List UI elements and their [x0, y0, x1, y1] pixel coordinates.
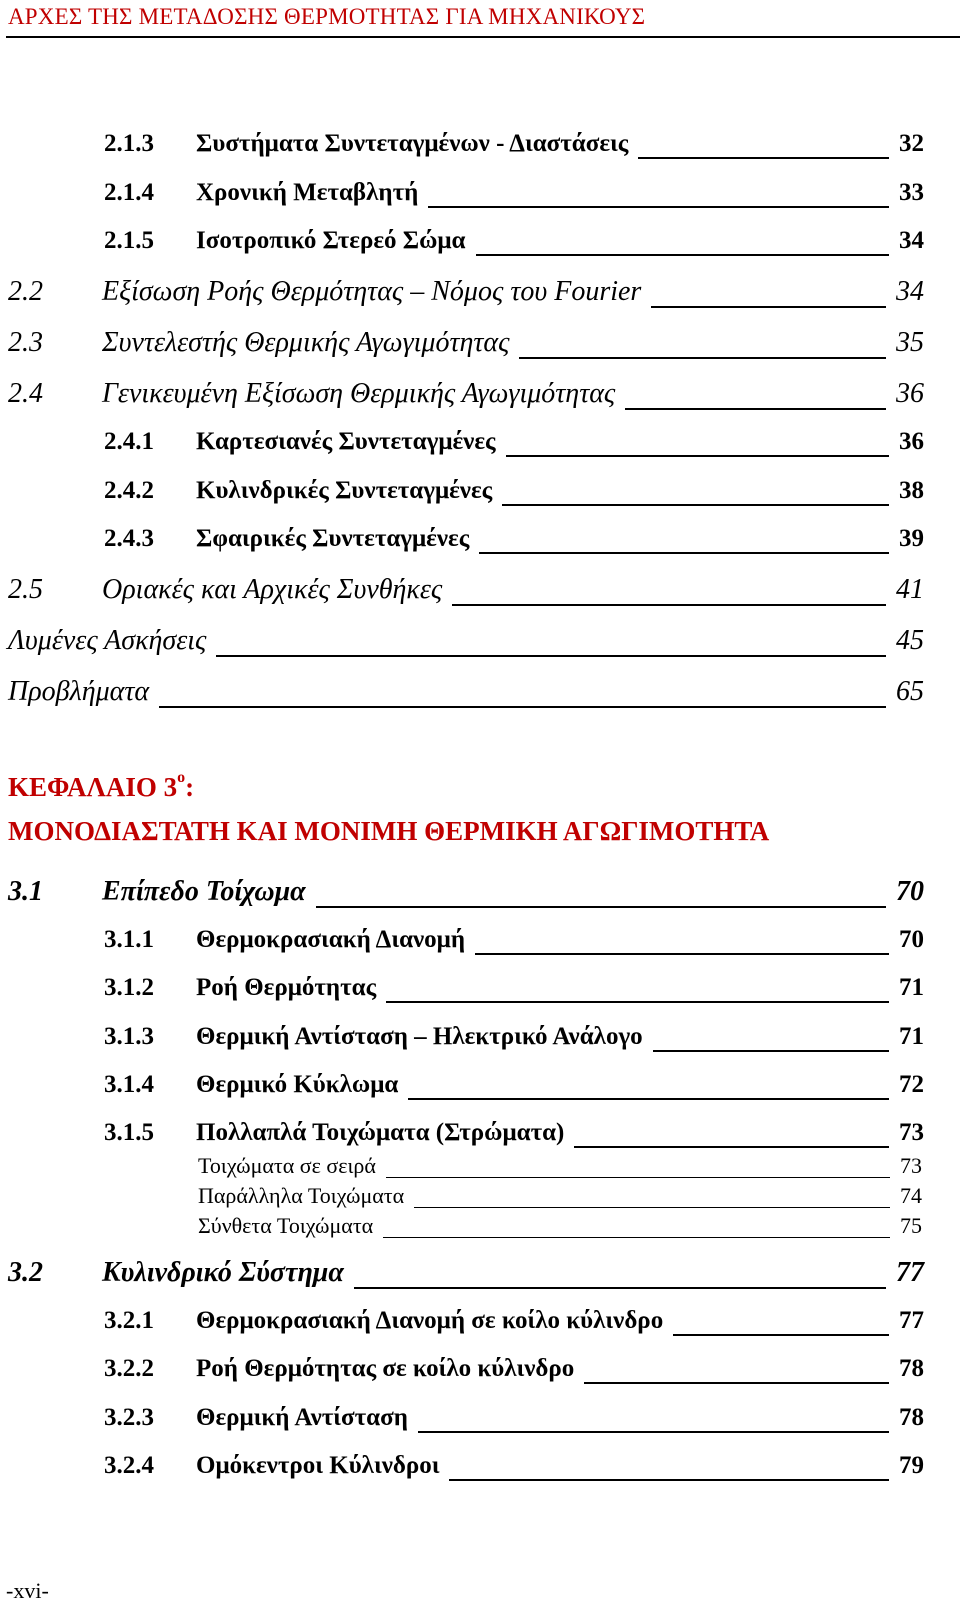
toc-entry-title: Εξίσωση Ροής Θερμότητας – Νόμος του Fourier — [102, 276, 642, 307]
toc-entry-page: 71 — [899, 974, 924, 1001]
toc-leader-line — [414, 1207, 890, 1208]
toc-entry[interactable] — [8, 574, 924, 608]
toc-leader-line — [408, 1098, 889, 1100]
toc-entry[interactable] — [8, 625, 924, 659]
toc-entry-number: 2.2 — [8, 276, 43, 307]
toc-entry-page: 77 — [899, 1307, 924, 1334]
toc-leader-line — [428, 206, 889, 208]
toc-entry-number: 3.2.1 — [104, 1307, 154, 1334]
toc-entry[interactable] — [104, 1071, 924, 1105]
toc-entry-minor[interactable] — [198, 1153, 922, 1181]
toc-entry-title: Συστήματα Συντεταγμένων - Διαστάσεις — [196, 130, 629, 157]
toc-leader-line — [625, 408, 886, 410]
toc-entry-title: Τοιχώματα σε σειρά — [198, 1153, 376, 1178]
toc-leader-line — [418, 1431, 889, 1433]
toc-entry[interactable] — [104, 428, 924, 462]
toc-entry-number: 3.2.4 — [104, 1452, 154, 1479]
toc-entry-page: 36 — [896, 378, 924, 409]
toc-leader-line — [452, 604, 886, 606]
toc-leader-line — [502, 504, 889, 506]
toc-entry-page: 45 — [896, 625, 924, 656]
toc-leader-line — [354, 1287, 886, 1289]
toc-entry-page: 39 — [899, 525, 924, 552]
toc-entry-title: Θερμοκρασιακή Διανομή σε κοίλο κύλινδρο — [196, 1307, 664, 1334]
toc-entry-number: 3.1 — [8, 876, 43, 907]
toc-entry-number: 3.1.2 — [104, 974, 154, 1001]
toc-leader-line — [479, 552, 889, 554]
toc-entry-page: 34 — [896, 276, 924, 307]
toc-entry-title: Θερμικό Κύκλωμα — [196, 1071, 399, 1098]
toc-entry-number: 2.1.5 — [104, 227, 154, 254]
toc-entry-page: 34 — [899, 227, 924, 254]
toc-entry[interactable] — [104, 1307, 924, 1341]
toc-entry[interactable] — [8, 276, 924, 310]
toc-entry[interactable] — [104, 1355, 924, 1389]
toc-entry-title: Θερμοκρασιακή Διανομή — [196, 926, 466, 953]
toc-leader-line — [574, 1146, 889, 1148]
toc-entry[interactable] — [104, 974, 924, 1008]
toc-entry-title: Καρτεσιανές Συντεταγμένες — [196, 428, 496, 455]
toc-entry-number: 3.1.3 — [104, 1023, 154, 1050]
toc-entry-page: 78 — [899, 1355, 924, 1382]
toc-leader-line — [519, 357, 886, 359]
toc-entry-number: 2.4.2 — [104, 477, 154, 504]
toc-entry-title: Χρονική Μεταβλητή — [196, 179, 419, 206]
toc-entry-page: 70 — [899, 926, 924, 953]
toc-leader-line — [159, 706, 886, 708]
chapter-colon: : — [185, 772, 195, 802]
toc-entry-number: 3.2.2 — [104, 1355, 154, 1382]
toc-entry-page: 75 — [900, 1213, 922, 1238]
toc-entry-page: 77 — [896, 1257, 924, 1288]
toc-leader-line — [476, 254, 890, 256]
toc-leader-line — [653, 1050, 889, 1052]
toc-entry-minor[interactable] — [198, 1213, 922, 1241]
toc-entry[interactable] — [8, 676, 924, 710]
toc-entry-number: 3.2 — [8, 1257, 43, 1288]
toc-entry-title: Ροή Θερμότητας σε κοίλο κύλινδρο — [196, 1355, 575, 1382]
toc-entry[interactable] — [8, 876, 924, 910]
toc-entry-page: 65 — [896, 676, 924, 707]
toc-entry[interactable] — [104, 1404, 924, 1438]
toc-entry-title: Πολλαπλά Τοιχώματα (Στρώματα) — [196, 1119, 565, 1146]
toc-entry-page: 36 — [899, 428, 924, 455]
toc-entry[interactable] — [104, 926, 924, 960]
running-header: ΑΡΧΕΣ ΤΗΣ ΜΕΤΑΔΟΣΗΣ ΘΕΡΜΟΤΗΤΑΣ ΓΙΑ ΜΗΧΑΝΙΚΟΥΣ — [8, 4, 646, 29]
toc-entry-title: Προβλήματα — [8, 676, 150, 707]
toc-leader-line — [383, 1237, 890, 1238]
toc-entry-title: Σύνθετα Τοιχώματα — [198, 1213, 374, 1238]
toc-entry[interactable] — [104, 1023, 924, 1057]
toc-entry-page: 79 — [899, 1452, 924, 1479]
toc-entry-title: Ισοτροπικό Στερεό Σώμα — [196, 227, 466, 254]
toc-entry-title: Συντελεστής Θερμικής Αγωγιμότητας — [102, 327, 510, 358]
toc-leader-line — [506, 455, 889, 457]
chapter-title: ΜΟΝΟΔΙΑΣΤΑΤΗ ΚΑΙ ΜΟΝΙΜΗ ΘΕΡΜΙΚΗ ΑΓΩΓΙΜΟΤΗΤΑ — [8, 816, 770, 846]
toc-leader-line — [386, 1177, 890, 1178]
toc-entry[interactable] — [8, 327, 924, 361]
toc-entry-number: 2.1.3 — [104, 130, 154, 157]
toc-entry-title: Κυλινδρικό Σύστημα — [102, 1257, 344, 1288]
toc-entry-page: 41 — [896, 574, 924, 605]
toc-entry[interactable] — [104, 477, 924, 511]
toc-entry-title: Κυλινδρικές Συντεταγμένες — [196, 477, 493, 504]
toc-leader-line — [673, 1334, 889, 1336]
toc-entry-number: 3.1.4 — [104, 1071, 154, 1098]
toc-leader-line — [651, 306, 886, 308]
chapter-ordinal-sup: ο — [177, 769, 186, 786]
toc-entry-title: Λυμένες Ασκήσεις — [8, 625, 207, 656]
toc-entry-page: 33 — [899, 179, 924, 206]
toc-entry[interactable] — [8, 378, 924, 412]
toc-leader-line — [316, 906, 886, 908]
toc-entry-number: 3.1.5 — [104, 1119, 154, 1146]
toc-entry-page: 71 — [899, 1023, 924, 1050]
toc-leader-line — [386, 1001, 889, 1003]
toc-entry-number: 2.4 — [8, 378, 43, 409]
toc-entry[interactable] — [104, 179, 924, 213]
toc-entry-minor[interactable] — [198, 1183, 922, 1211]
chapter-label-text: ΚΕΦΑΛΑΙΟ 3 — [8, 772, 178, 802]
toc-entry-title: Σφαιρικές Συντεταγμένες — [196, 525, 470, 552]
toc-entry[interactable] — [8, 1257, 924, 1291]
toc-entry-page: 35 — [896, 327, 924, 358]
toc-entry-title: Οριακές και Αρχικές Συνθήκες — [102, 574, 443, 605]
toc-leader-line — [449, 1479, 889, 1481]
chapter-label — [8, 769, 195, 803]
toc-entry-number: 3.2.3 — [104, 1404, 154, 1431]
toc-entry-page: 73 — [899, 1119, 924, 1146]
toc-entry-title: Ομόκεντροι Κύλινδροι — [196, 1452, 440, 1479]
toc-entry-number: 2.4.3 — [104, 525, 154, 552]
toc-entry-number: 2.1.4 — [104, 179, 154, 206]
toc-entry-page: 70 — [896, 876, 924, 907]
toc-entry-title: Παράλληλα Τοιχώματα — [198, 1183, 405, 1208]
toc-entry[interactable] — [104, 1119, 924, 1153]
toc-entry-number: 2.3 — [8, 327, 43, 358]
toc-entry-page: 72 — [899, 1071, 924, 1098]
toc-entry-page: 38 — [899, 477, 924, 504]
toc-leader-line — [216, 655, 886, 657]
toc-entry-page: 32 — [899, 130, 924, 157]
toc-entry-title: Επίπεδο Τοίχωμα — [102, 876, 306, 907]
toc-entry[interactable] — [104, 130, 924, 164]
toc-entry-title: Θερμική Αντίσταση — [196, 1404, 408, 1431]
toc-entry-title: Θερμική Αντίσταση – Ηλεκτρικό Ανάλογο — [196, 1023, 643, 1050]
toc-entry[interactable] — [104, 525, 924, 559]
toc-entry-page: 74 — [900, 1183, 922, 1208]
toc-entry-number: 2.4.1 — [104, 428, 154, 455]
toc-entry-page: 73 — [900, 1153, 922, 1178]
toc-entry[interactable] — [104, 1452, 924, 1486]
toc-entry-number: 2.5 — [8, 574, 43, 605]
toc-entry-title: Γενικευμένη Εξίσωση Θερμικής Αγωγιμότητας — [102, 378, 616, 409]
toc-leader-line — [475, 953, 889, 955]
toc-leader-line — [638, 157, 889, 159]
page-number: -xvi- — [6, 1578, 49, 1603]
toc-entry-title: Ροή Θερμότητας — [196, 974, 377, 1001]
toc-entry[interactable] — [104, 227, 924, 261]
toc-entry-page: 78 — [899, 1404, 924, 1431]
toc-leader-line — [584, 1382, 889, 1384]
toc-entry-number: 3.1.1 — [104, 926, 154, 953]
